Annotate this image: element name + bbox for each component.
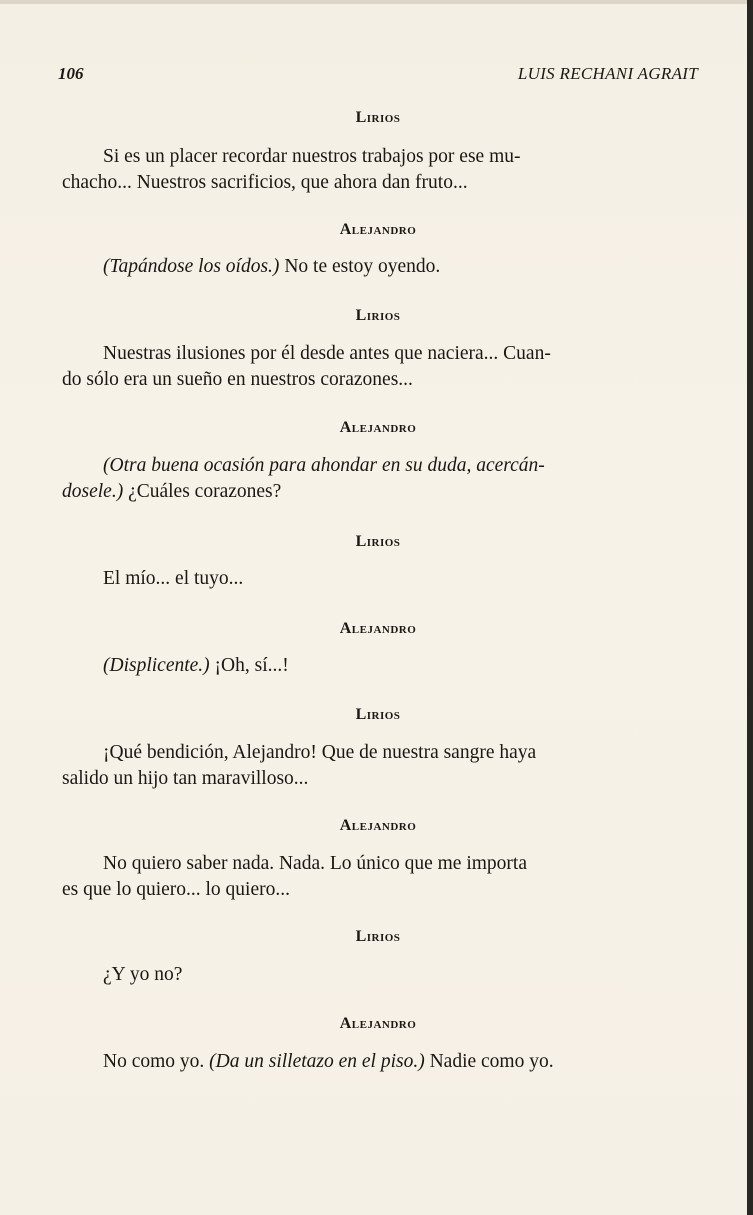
stage-direction: (Otra buena ocasión para ahondar en su duda, acercán- <box>103 455 545 476</box>
dialogue-text: No como yo. <box>103 1051 210 1072</box>
dialogue-line: El mío... el tuyo... <box>103 568 244 589</box>
stage-direction: (Displicente.) <box>103 655 210 676</box>
stage-direction: (Tapándose los oídos.) <box>103 256 280 277</box>
dialogue-line: Nuestras ilusiones por él desde antes que naciera... Cuan- <box>103 343 551 364</box>
stage-direction: (Da un silletazo en el piso.) <box>209 1051 425 1072</box>
dialogue-line: salido un hijo tan maravilloso... <box>62 768 309 789</box>
dialogue-text: No te estoy oyendo. <box>279 256 441 277</box>
dialogue-line: No quiero saber nada. Nada. Lo único que me importa <box>103 853 527 874</box>
stage-direction: dosele.) <box>62 481 124 502</box>
speaker-name: Alejandro <box>339 221 417 238</box>
running-head-author: LUIS RECHANI AGRAIT <box>517 64 698 83</box>
page-right-edge <box>747 0 753 1215</box>
speaker-name: Lirios <box>355 928 401 945</box>
speaker-name: Lirios <box>355 109 401 126</box>
dialogue-line: ¿Y yo no? <box>103 964 183 985</box>
speaker-name: Lirios <box>355 706 401 723</box>
speaker-name: Alejandro <box>339 620 417 637</box>
dialogue-line <box>103 1049 700 1075</box>
dialogue-text: ¿Cuáles corazones? <box>123 481 282 502</box>
dialogue-line: chacho... Nuestros sacrificios, que ahora dan fruto... <box>62 172 468 193</box>
page-number: 106 <box>58 64 84 83</box>
speaker-name: Alejandro <box>339 1015 417 1032</box>
dialogue-line: es que lo quiero... lo quiero... <box>62 879 290 900</box>
speaker-name: Alejandro <box>339 817 417 834</box>
dialogue-line: Si es un placer recordar nuestros trabajos por ese mu- <box>103 146 521 167</box>
dialogue-line: ¡Qué bendición, Alejandro! Que de nuestra sangre haya <box>103 742 537 763</box>
page-top-edge <box>0 0 753 4</box>
dialogue-line: do sólo era un sueño en nuestros corazones... <box>62 369 413 390</box>
dialogue-text: ¡Oh, sí...! <box>209 655 289 676</box>
dialogue-line <box>62 479 702 505</box>
speaker-name: Alejandro <box>339 419 417 436</box>
dialogue-line <box>103 653 700 679</box>
dialogue-text: Nadie como yo. <box>424 1051 554 1072</box>
running-head <box>58 64 698 86</box>
speaker-name: Lirios <box>355 307 401 324</box>
dialogue-line <box>103 254 700 280</box>
speaker-name: Lirios <box>355 533 401 550</box>
